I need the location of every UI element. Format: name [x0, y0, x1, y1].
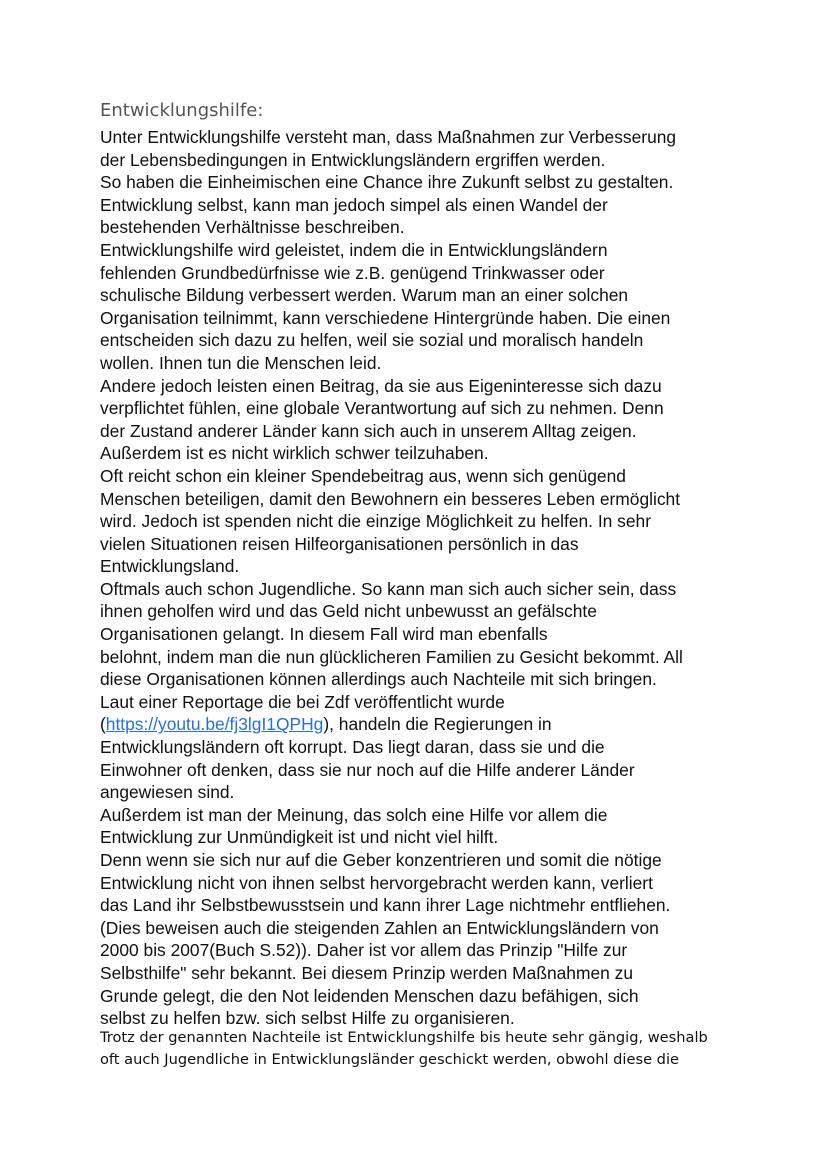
text-line: Oftmals auch schon Jugendliche. So kann man sich auch sicher sein, dass [100, 578, 677, 599]
text-line: Denn wenn sie sich nur auf die Geber konzentrieren und somit die nötige [100, 850, 662, 870]
text-line: Entwicklungsland. [100, 556, 240, 577]
document-body [100, 126, 820, 1030]
text-line: So haben die Einheimischen eine Chance ihre Zukunft selbst zu gestalten. [100, 172, 674, 193]
video-link[interactable]: https://youtu.be/fj3lgI1QPHg [105, 714, 324, 735]
text-line: wollen. Ihnen tun die Menschen leid. [100, 352, 382, 373]
text-line: Laut einer Reportage die bei Zdf veröffentlicht wurde [100, 691, 505, 712]
link-suffix: ), handeln die Regierungen in [323, 714, 552, 735]
text-line: Organisation teilnimmt, kann verschiedene Hintergründe haben. Die einen [100, 307, 671, 328]
text-line: oft auch Jugendliche in Entwicklungsländer geschickt werden, obwohl diese die [100, 1051, 679, 1069]
text-line: selbst zu helfen bzw. sich selbst Hilfe zu organisieren. [100, 1008, 515, 1029]
text-line: Andere jedoch leisten einen Beitrag, da sie aus Eigeninteresse sich dazu [100, 375, 662, 396]
text-line: angewiesen sind. [100, 782, 235, 803]
text-line: Entwicklung zur Unmündigkeit ist und nicht viel hilft. [100, 827, 499, 848]
text-line: Einwohner oft denken, dass sie nur noch auf die Hilfe anderer Länder [100, 759, 635, 780]
text-line: Menschen beteiligen, damit den Bewohnern ein besseres Leben ermöglicht [100, 488, 681, 509]
document-title: Entwicklungshilfe: [100, 100, 264, 121]
text-line: der Lebensbedingungen in Entwicklungsländern ergriffen werden. [100, 149, 606, 170]
text-line: das Land ihr Selbstbewusstsein und kann ihrer Lage nichtmehr entfliehen. [100, 895, 671, 916]
text-line: Organisationen gelangt. In diesem Fall wird man ebenfalls [100, 624, 548, 645]
text-line: wird. Jedoch ist spenden nicht die einzige Möglichkeit zu helfen. In sehr [100, 511, 652, 532]
text-line: Selbsthilfe" sehr bekannt. Bei diesem Prinzip werden Maßnahmen zu [100, 962, 633, 983]
text-line: Grunde gelegt, die den Not leidenden Menschen dazu befähigen, sich [100, 985, 639, 1006]
link-prefix: ( [100, 714, 106, 735]
text-line: bestehenden Verhältnisse beschreiben. [100, 217, 405, 238]
text-line: ihnen geholfen wird und das Geld nicht unbewusst an gefälschte [100, 601, 597, 622]
text-line: Entwicklung nicht von ihnen selbst hervorgebracht werden kann, verliert [100, 872, 653, 893]
text-line: Entwicklung selbst, kann man jedoch simpel als einen Wandel der [100, 194, 608, 215]
text-line: vielen Situationen reisen Hilfeorganisationen persönlich in das [100, 533, 579, 554]
text-line: Unter Entwicklungshilfe versteht man, dass Maßnahmen zur Verbesserung [100, 127, 677, 147]
text-line: (Dies beweisen auch die steigenden Zahlen an Entwicklungsländern von [100, 917, 659, 938]
text-line: diese Organisationen können allerdings auch Nachteile mit sich bringen. [100, 669, 657, 690]
text-line: Außerdem ist es nicht wirklich schwer teilzuhaben. [100, 443, 489, 464]
text-line: Oft reicht schon ein kleiner Spendebeitrag aus, wenn sich genügend [100, 465, 626, 486]
text-line: Entwicklungsländern oft korrupt. Das liegt daran, dass sie und die [100, 737, 605, 758]
text-line: schulische Bildung verbessert werden. Warum man an einer solchen [100, 285, 629, 306]
text-line: Außerdem ist man der Meinung, das solch eine Hilfe vor allem die [100, 804, 608, 825]
text-line: entscheiden sich dazu zu helfen, weil sie sozial und moralisch handeln [100, 330, 644, 351]
text-line-with-link [100, 713, 820, 736]
text-line: Trotz der genannten Nachteile ist Entwicklungshilfe bis heute sehr gängig, weshalb [100, 1029, 708, 1046]
text-line: 2000 bis 2007(Buch S.52)). Daher ist vor allem das Prinzip "Hilfe zur [100, 940, 628, 961]
text-line: verpflichtet fühlen, eine globale Verantwortung auf sich zu nehmen. Denn [100, 398, 664, 419]
text-line: Entwicklungshilfe wird geleistet, indem die in Entwicklungsländern [100, 239, 608, 260]
document-body-continued [100, 1027, 820, 1072]
text-line: fehlenden Grundbedürfnisse wie z.B. genügend Trinkwasser oder [100, 262, 605, 283]
text-line: belohnt, indem man die nun glücklicheren Familien zu Gesicht bekommt. All [100, 646, 683, 667]
text-line: der Zustand anderer Länder kann sich auch in unserem Alltag zeigen. [100, 420, 637, 441]
